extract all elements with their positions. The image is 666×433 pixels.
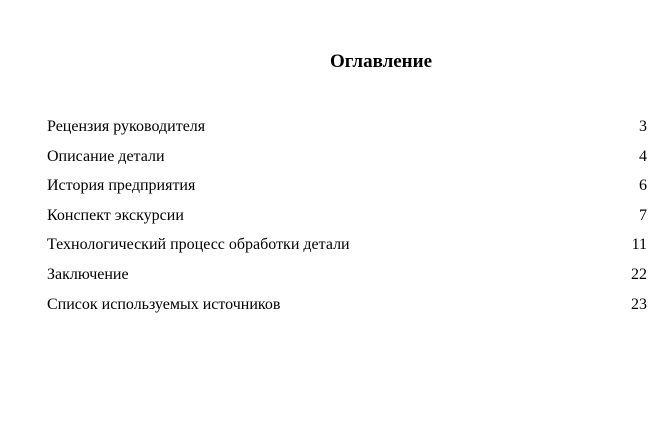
toc-entry xyxy=(47,174,647,204)
toc-entry-page-number: 7 xyxy=(639,206,647,224)
toc-entry-label: История предприятия xyxy=(47,177,196,195)
toc-list xyxy=(47,115,647,322)
toc-entry-page-number: 4 xyxy=(639,147,647,165)
toc-entry xyxy=(47,293,647,323)
toc-entry-page-number: 6 xyxy=(639,177,647,195)
toc-entry xyxy=(47,145,647,175)
toc-entry-page-number: 22 xyxy=(631,265,647,283)
toc-heading: Оглавление xyxy=(329,51,433,72)
toc-entry-label: Конспект экскурсии xyxy=(47,206,184,224)
toc-entry-page-number: 3 xyxy=(639,118,647,135)
toc-entry-label: Заключение xyxy=(47,265,129,283)
toc-entry xyxy=(47,204,647,234)
toc-entry xyxy=(47,233,647,263)
toc-entry-page-number: 11 xyxy=(631,236,647,254)
toc-entry-page-number: 23 xyxy=(631,295,647,313)
toc-entry-label: Список используемых источников xyxy=(47,295,281,313)
toc-entry-label: Рецензия руководителя xyxy=(47,118,206,135)
toc-entry xyxy=(47,115,647,145)
toc-entry xyxy=(47,263,647,293)
toc-entry-label: Технологический процесс обработки детали xyxy=(47,236,350,254)
toc-entry-label: Описание детали xyxy=(47,147,165,165)
